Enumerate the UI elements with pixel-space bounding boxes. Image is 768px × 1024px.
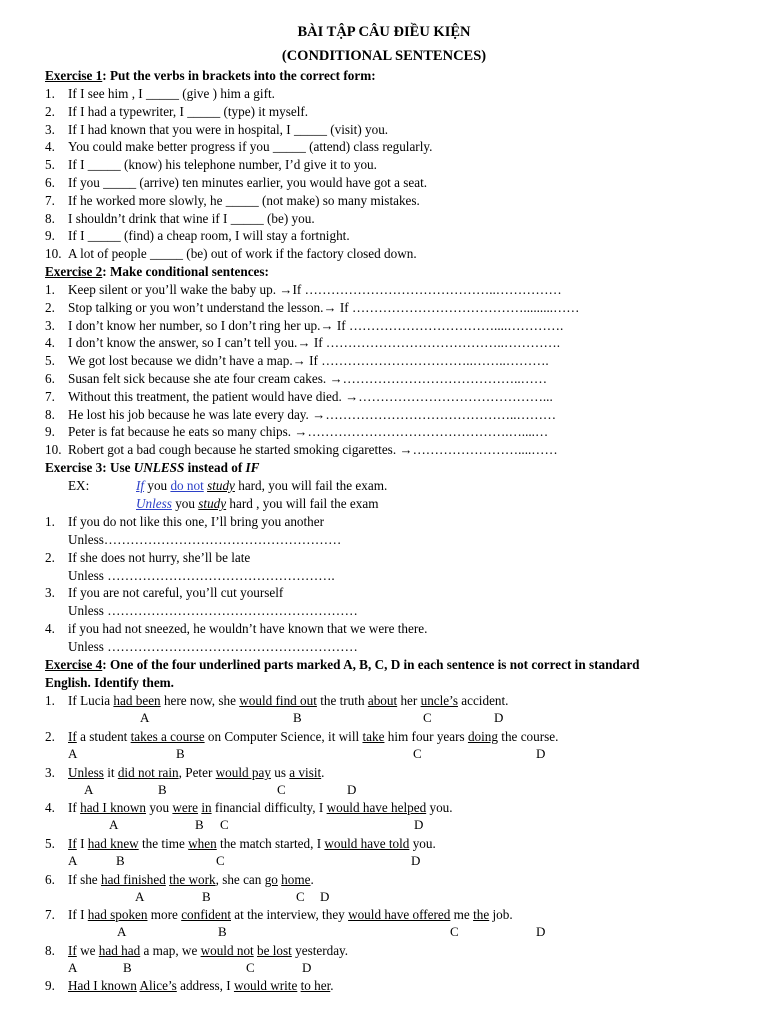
ex2-item-5-number: 5. [45,353,55,369]
ex1-item-1-number: 1. [45,86,55,101]
sentence-text: financial difficulty, I [211,800,327,815]
underlined-part-b: takes a course [130,729,205,744]
option-letter-c: C [423,710,432,725]
ex1-item-3-text: If I had known that you were in hospital, I _____ (visit) you. [68,121,389,137]
example-line-1 [136,478,387,494]
ex2-item-7-number: 7. [45,388,55,404]
option-letter-b: B [293,710,302,725]
exercise-2-instruction: : Make conditional sentences: [102,264,269,279]
sentence-text: , Peter [178,765,216,780]
ex4-sentence-4 [68,800,453,816]
sentence-text: you [146,800,173,815]
option-letter-d: D [414,817,424,832]
option-letter-b: B [195,817,204,832]
sentence-text: a map, we [140,943,201,958]
underlined-part-c: would pay [215,765,271,780]
exercise-3-unless: UNLESS [133,460,185,475]
underlined-part-d: would have told [324,836,410,851]
sentence-text: job. [489,907,513,922]
ex4-sentence-5 [68,836,436,852]
option-letter-b: B [176,746,185,761]
ex2-item-8-number: 8. [45,406,55,422]
sentence-text: me [450,907,474,922]
underlined-part-b: had knew [87,836,139,851]
sentence-text: yesterday. [291,943,349,958]
ex3-item-3-text: If you are not careful, you’ll cut yourself [68,585,284,601]
option-letter-c: C [450,924,459,939]
sentence-text: on Computer Science, it will [204,729,363,744]
ex4-item-1-number: 1. [45,693,55,708]
ex2-item-4-text: I don’t know the answer, so I can’t tell you.→ If …………………………………..…………. [68,335,560,351]
option-letter-a: A [135,889,145,904]
underlined-part-a: If [68,836,77,851]
ex2-item-2-text: Stop talking or you won’t understand the lesson.→ If ………………………………….........…… [68,299,580,315]
ex4-item-5-number: 5. [45,836,55,851]
option-letter-c: C [220,817,229,832]
underlined-part-d: be lost [257,943,292,958]
ex4-sentence-8 [68,943,348,959]
exercise-2-label: Exercise 2 [45,264,103,279]
sentence-text: us [270,765,290,780]
ex1-item-9-text: If I _____ (find) a cheap room, I will stay a fortnight. [68,228,350,244]
ex2-item-5-text: We got lost because we didn’t have a map.→ If ……………………………..……..………. [68,353,549,369]
ex4-item-2-number: 2. [45,729,55,744]
sentence-text: we [76,943,99,958]
ex1-item-7-text: If he worked more slowly, he _____ (not make) so many mistakes. [68,192,420,208]
underlined-part-a: had I known [80,800,147,815]
sentence-text: If Lucia [68,693,114,708]
sentence-text: the match started, I [216,836,325,851]
ex2-item-6-number: 6. [45,371,55,386]
ex3-item-4-text: if you had not sneezed, he wouldn’t have known that we were there. [68,621,428,637]
underlined-part-d: home [281,872,311,887]
page-subtitle: (CONDITIONAL SENTENCES) [281,48,487,64]
ex2-item-2-number: 2. [45,299,55,315]
ex2-item-4-number: 4. [45,335,55,351]
example-word: study [198,496,227,511]
ex2-item-9-number: 9. [45,424,55,440]
underlined-part-a: had spoken [87,907,148,922]
exercise-1-heading [45,68,376,84]
underlined-part-a: had been [113,693,161,708]
ex4-item-7-number: 7. [45,907,55,922]
option-letter-a: A [117,924,127,939]
example-word: you [171,496,199,511]
sentence-text: . [321,765,325,780]
underlined-part-c: go [264,872,278,887]
exercise-2-heading [45,264,269,280]
sentence-text: If she [68,872,101,887]
option-letter-d: D [302,960,312,975]
exercise-4-heading [45,657,640,673]
option-letter-c: C [296,889,305,904]
option-letter-d: D [411,853,421,868]
underlined-part-b: were [172,800,199,815]
ex1-item-10-number: 10. [45,246,62,262]
sentence-text: , she can [215,872,265,887]
option-letter-c: C [216,853,225,868]
ex3-item-1-number: 1. [45,514,55,529]
underlined-part-d: uncle’s [420,693,458,708]
ex2-item-10-text: Robert got a bad cough because he started smoking cigarettes. →……………………....…… [68,442,558,458]
underlined-part-b: did not rain [117,765,179,780]
ex4-sentence-1 [68,693,508,709]
ex4-sentence-2 [68,729,558,745]
option-letter-b: B [202,889,211,904]
ex4-item-4-number: 4. [45,800,55,815]
ex3-item-1-text: If you do not like this one, I’ll bring you another [68,514,325,529]
ex4-item-3-number: 3. [45,765,55,780]
ex1-item-5-number: 5. [45,157,55,173]
example-word: hard, you will fail the exam. [234,478,388,493]
ex4-sentence-7 [68,907,513,923]
ex1-item-4-number: 4. [45,139,55,155]
ex2-item-1-number: 1. [45,282,55,297]
ex3-item-1-answer-line: Unless……………………………………………… [68,532,342,547]
ex2-item-10-number: 10. [45,442,62,458]
exercise-4-instruction-2: English. Identify them. [45,675,174,690]
ex3-item-3-number: 3. [45,585,55,601]
exercise-4-instruction: : One of the four underlined parts marked A, B, C, D in each sentence is not correct in standard [102,657,640,672]
ex4-item-9-number: 9. [45,978,55,993]
sentence-text: If [68,800,81,815]
ex1-item-3-number: 3. [45,121,55,137]
option-letter-b: B [116,853,125,868]
exercise-4-label: Exercise 4 [45,657,103,672]
sentence-text: the course. [497,729,559,744]
option-letter-a: A [68,746,78,761]
underlined-part-b: confident [181,907,231,922]
option-letter-c: C [413,746,422,761]
underlined-part-a: Had I known [68,978,137,993]
ex3-item-4-answer-line: Unless ………………………………………………… [68,639,358,655]
underlined-part-b: would find out [239,693,317,708]
option-letter-a: A [109,817,119,832]
ex4-sentence-6 [68,872,314,888]
ex1-item-2-text: If I had a typewriter, I _____ (type) it myself. [68,103,309,119]
example-word: If [136,478,145,493]
underlined-part-d: to her [300,978,331,993]
exercise-3-heading-text: Exercise 3: Use [45,460,134,475]
ex2-item-3-number: 3. [45,317,55,333]
ex3-item-2-text: If she does not hurry, she’ll be late [68,549,251,565]
option-letter-d: D [536,746,546,761]
option-letter-b: B [218,924,227,939]
underlined-part-c: would have offered [348,907,451,922]
underlined-part-a: Unless [68,765,104,780]
ex2-item-8-text: He lost his job because he was late every day. →……………………………………..……… [68,406,557,422]
ex3-item-3-answer-line: Unless ………………………………………………… [68,603,358,619]
sentence-text: you. [409,836,436,851]
underlined-part-c: when [188,836,217,851]
underlined-part-d: the [473,907,490,922]
sentence-text: address, I [176,978,234,993]
example-word: study [207,478,235,493]
exercise-3-heading [45,460,259,476]
ex2-item-3-text: I don’t know her number, so I don’t ring her up.→ If ……………………………....…………. [68,317,564,333]
underlined-part-a: had finished [100,872,166,887]
underlined-part-c: take [362,729,385,744]
option-letter-d: D [536,924,546,939]
option-letter-d: D [320,889,330,904]
ex1-item-10-text: A lot of people _____ (be) out of work if the factory closed down. [68,246,417,262]
ex4-sentence-9 [68,978,334,994]
sentence-text: accident. [457,693,509,708]
sentence-text: . [330,978,334,993]
underlined-part-d: doing [467,729,498,744]
sentence-text: her [397,693,421,708]
ex1-item-6-number: 6. [45,175,55,190]
ex1-item-7-number: 7. [45,192,55,208]
sentence-text: . [310,872,314,887]
example-word: Unless [136,496,172,511]
exercise-1-instruction: : Put the verbs in brackets into the correct form: [102,68,376,83]
option-letter-a: A [68,853,78,868]
ex3-item-2-number: 2. [45,549,55,565]
ex1-item-2-number: 2. [45,103,55,119]
underlined-part-c: would not [200,943,254,958]
option-letter-b: B [123,960,132,975]
ex4-item-6-number: 6. [45,872,55,887]
option-letter-a: A [84,782,94,797]
page-title: BÀI TẬP CÂU ĐIỀU KIỆN [297,24,471,40]
sentence-text: I [76,836,88,851]
option-letter-a: A [68,960,78,975]
ex1-item-5-text: If I _____ (know) his telephone number, I’d give it to you. [68,157,377,173]
sentence-text: you. [426,800,453,815]
underlined-part-a: If [68,943,77,958]
ex3-item-2-answer-line: Unless ……………………………………………. [68,567,335,583]
sentence-text: at the interview, they [231,907,349,922]
ex1-item-1-text: If I see him , I _____ (give ) him a gift. [68,86,275,101]
option-letter-d: D [347,782,357,797]
ex3-item-4-number: 4. [45,621,55,637]
ex1-item-8-number: 8. [45,210,55,226]
sentence-text: more [147,907,182,922]
example-word: you [144,478,171,493]
sentence-text: If I [68,907,88,922]
ex1-item-6-text: If you _____ (arrive) ten minutes earlier, you would have got a seat. [68,175,428,190]
sentence-text: the truth [316,693,368,708]
underlined-part-b: Alice’s [139,978,177,993]
example-label: EX: [68,478,90,493]
example-word: do not [170,478,204,493]
underlined-part-c: in [201,800,212,815]
ex4-sentence-3 [68,765,324,781]
ex2-item-6-text: Susan felt sick because she ate four cream cakes. →…………………………………..…… [68,371,548,386]
option-letter-d: D [494,710,504,725]
ex4-item-8-number: 8. [45,943,55,958]
sentence-text: here now, she [160,693,240,708]
ex2-item-7-text: Without this treatment, the patient would have died. →……………………………………... [68,388,553,404]
example-word: hard , you will fail the exam [226,496,379,511]
underlined-part-c: would write [233,978,298,993]
sentence-text: a student [76,729,131,744]
exercise-3-heading-text-2: instead of [184,460,246,475]
ex2-item-1-text: Keep silent or you’ll wake the baby up. →If ……………………………………..…………… [68,282,562,297]
exercise-1-label: Exercise 1 [45,68,103,83]
ex1-item-4-text: You could make better progress if you _____ (attend) class regularly. [68,139,433,155]
ex1-item-8-text: I shouldn’t drink that wine if I _____ (be) you. [68,210,315,226]
option-letter-b: B [158,782,167,797]
underlined-part-b: the work [169,872,216,887]
exercise-3-if: IF [245,460,260,475]
sentence-text: him four years [384,729,468,744]
sentence-text: the time [138,836,189,851]
example-line-2 [136,496,378,512]
ex1-item-9-number: 9. [45,228,55,244]
sentence-text: it [103,765,118,780]
option-letter-c: C [277,782,286,797]
option-letter-a: A [140,710,150,725]
ex2-item-9-text: Peter is fat because he eats so many chips. →……………………………………….…....… [68,424,549,440]
underlined-part-d: a visit [289,765,322,780]
underlined-part-a: If [68,729,77,744]
underlined-part-c: about [367,693,398,708]
underlined-part-d: would have helped [326,800,427,815]
underlined-part-b: had had [98,943,141,958]
option-letter-c: C [246,960,255,975]
